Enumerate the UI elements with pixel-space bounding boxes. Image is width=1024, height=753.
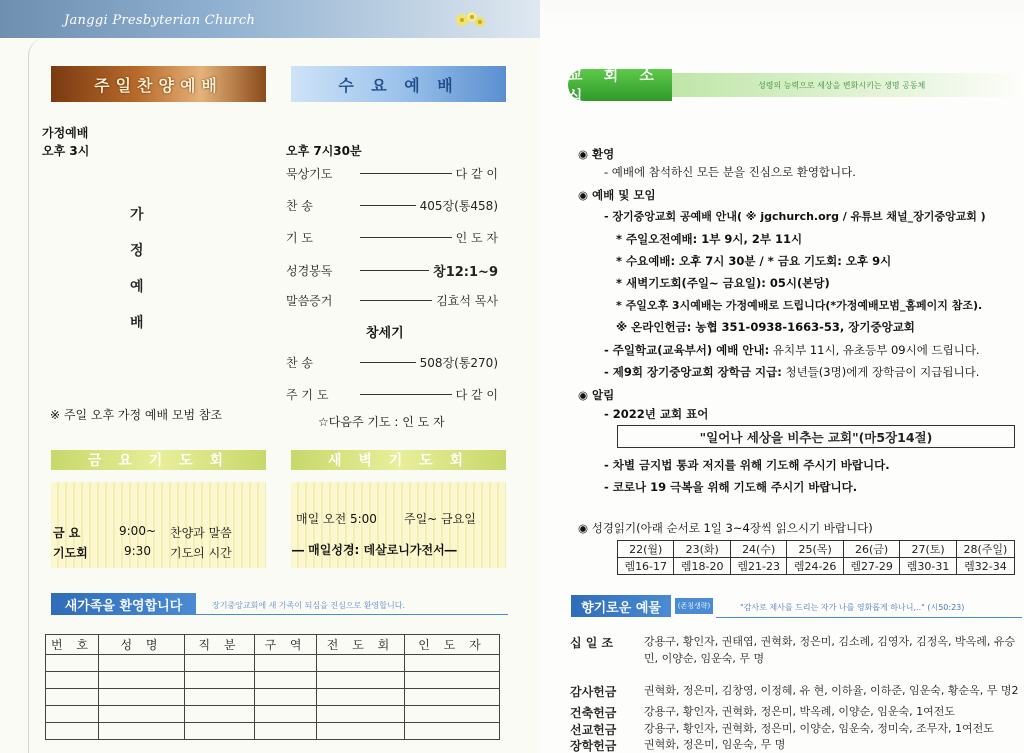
table-row xyxy=(46,706,500,723)
welcome-text: - 예배에 참석하신 모든 분을 진심으로 환영합니다. xyxy=(604,165,856,179)
section-welcome: ◉ 환영 xyxy=(578,147,615,161)
col-position: 직 분 xyxy=(185,635,255,655)
wed-time: 오후 7시30분 xyxy=(286,144,362,158)
bible-chapters-row xyxy=(618,558,1015,575)
wed-row-value: 다 같 이 xyxy=(455,167,498,181)
wed-row-value: 다 같 이 xyxy=(455,388,498,402)
bible-day: 27(토) xyxy=(900,541,956,558)
worship-line-7-label: - 주일학교(교육부서) 예배 안내: xyxy=(604,343,770,357)
notice-line-1: - 2022년 교회 표어 xyxy=(604,407,709,421)
worship-line-7 xyxy=(604,342,980,358)
wed-row xyxy=(286,386,498,403)
scholarship-label: 장학헌금 xyxy=(570,739,617,753)
bible-reading-table xyxy=(617,540,1015,575)
bible-day: 22(월) xyxy=(618,541,674,558)
bible-day: 26(금) xyxy=(843,541,899,558)
family-vertical-1: 가 xyxy=(130,207,144,223)
wed-row-value: 405장(통458) xyxy=(419,199,498,213)
worship-line-5: * 주일오후 3시예배는 가정예배로 드립니다(*가정예배모범_홈페이지 참조). xyxy=(616,299,983,312)
col-number: 번 호 xyxy=(46,635,99,655)
welcome-sub: 장기중앙교회에 새 가족이 되심을 진심으로 환영합니다. xyxy=(212,601,405,610)
church-banner xyxy=(0,0,540,38)
church-motto: "일어나 세상을 비추는 교회"(마5장14절) xyxy=(617,425,1015,448)
friday-time-1: 9:00~ xyxy=(119,524,157,538)
worship-line-3: * 수요예배: 오후 7시 30분 / * 금요 기도회: 오후 9시 xyxy=(616,254,892,268)
offering-verse: "감사로 제사를 드리는 자가 나를 영화롭게 하나니,.." (시50:23) xyxy=(740,603,965,612)
bible-chapter: 렘21-23 xyxy=(730,558,786,575)
col-name: 성 명 xyxy=(99,635,185,655)
col-mission-group: 전 도 회 xyxy=(317,635,405,655)
building-label: 건축헌금 xyxy=(570,706,617,720)
wed-row-value: 창12:1~9 xyxy=(433,265,498,280)
church-news-header xyxy=(568,66,1022,105)
wed-row xyxy=(286,229,498,246)
news-subtitle: 성령의 능력으로 세상을 변화시키는 생명 공동체 xyxy=(758,81,926,90)
news-title: 교 회 소 식 xyxy=(568,69,672,101)
bible-chapter: 렘30-31 xyxy=(900,558,956,575)
bible-day: 28(주일) xyxy=(956,541,1014,558)
friday-desc-2: 기도의 시간 xyxy=(170,546,232,560)
tithe-names: 강용구, 황인자, 권태엽, 권혁화, 정은미, 김소례, 김영자, 김정옥, 박옥례, 유승민, 이양순, 임운숙, 무 명 xyxy=(644,635,1016,665)
notice-line-3: - 코로나 19 극복을 위해 기도해 주시기 바랍니다. xyxy=(604,480,858,494)
wed-row-label: 성경봉독 xyxy=(286,264,333,278)
church-name: Janggi Presbyterian Church xyxy=(64,13,256,28)
wed-row xyxy=(286,197,498,214)
wed-row-label: 찬 송 xyxy=(286,356,313,370)
section-bible-reading: ◉ 성경읽기(아래 순서로 1일 3~4장씩 읽으시기 바랍니다) xyxy=(578,521,873,535)
col-district: 구 역 xyxy=(255,635,317,655)
friday-desc-1: 찬양과 말씀 xyxy=(170,526,232,540)
dawn-days: 주일~ 금요일 xyxy=(404,512,476,526)
offering-tag: (존칭생략) xyxy=(675,598,713,614)
right-page xyxy=(540,0,1024,753)
dawn-time: 매일 오전 5:00 xyxy=(296,512,377,526)
worship-line-8-text: 청년들(3명)에게 장학금이 지급됩니다. xyxy=(785,365,980,379)
worship-line-8 xyxy=(604,364,979,380)
wed-row xyxy=(286,261,498,280)
family-vertical-2: 정 xyxy=(130,243,144,259)
worship-line-4: * 새벽기도회(주일~ 금요일): 05시(본당) xyxy=(616,276,830,290)
welcome-divider xyxy=(196,614,508,615)
wed-row-label: 찬 송 xyxy=(286,199,313,213)
wed-row-label: 주 기 도 xyxy=(286,388,329,402)
wed-row xyxy=(286,354,498,371)
bible-day: 24(수) xyxy=(730,541,786,558)
wed-row xyxy=(286,292,498,309)
mission-names: 강용구, 황인자, 권혁화, 정은미, 이양순, 임운숙, 정미숙, 조무자, 1여전도 xyxy=(644,722,994,735)
scholarship-names: 권혁화, 정은미, 임운숙, 무 명 xyxy=(644,738,786,751)
newcomer-table xyxy=(45,634,500,740)
table-row xyxy=(46,723,500,740)
table-row xyxy=(46,689,500,706)
friday-prayer-header: 금 요 기 도 회 xyxy=(51,450,266,470)
notice-line-2: - 차별 금지법 통과 저지를 위해 기도해 주시기 바랍니다. xyxy=(604,458,890,472)
wed-row-value: 김효석 목사 xyxy=(436,294,498,308)
tithe-label: 십 일 조 xyxy=(570,636,614,650)
section-notice: ◉ 알림 xyxy=(578,388,615,402)
offering-divider xyxy=(716,617,1022,618)
thanks-names: 권혁화, 정은미, 김창영, 이정혜, 유 현, 이하율, 이하준, 임운숙, 황순옥, 무 명2 xyxy=(644,684,1019,697)
wed-sermon-title: 창세기 xyxy=(366,326,404,341)
worship-line-7-text: 유치부 11시, 유초등부 09시에 드립니다. xyxy=(772,343,980,357)
offering-header: 향기로운 예물 xyxy=(571,595,671,617)
wed-row-label: 기 도 xyxy=(286,231,313,245)
family-note: ※ 주일 오후 가정 예배 모범 참조 xyxy=(50,408,223,422)
worship-line-1: - 장기중앙교회 공예배 안내( ※ jgchurch.org / 유튜브 채널_장기중앙교회 ) xyxy=(604,210,986,223)
worship-line-2: * 주일오전예배: 1부 9시, 2부 11시 xyxy=(616,232,803,246)
family-vertical-4: 배 xyxy=(130,315,144,331)
thanks-label: 감사헌금 xyxy=(570,685,617,699)
flower-icon xyxy=(450,8,490,32)
friday-label-1: 금 요 xyxy=(53,526,81,540)
bible-day: 25(목) xyxy=(787,541,843,558)
bible-chapter: 렘27-29 xyxy=(843,558,899,575)
bible-chapter: 렘18-20 xyxy=(674,558,730,575)
bible-days-row xyxy=(618,541,1015,558)
wed-row-value: 508장(통270) xyxy=(419,356,498,370)
sunday-praise-header: 주일찬양예배 xyxy=(51,66,266,102)
wed-row-label: 묵상기도 xyxy=(286,167,333,181)
family-worship-title: 가정예배 xyxy=(42,126,89,140)
worship-line-8-label: - 제9회 장기중앙교회 장학금 지급: xyxy=(604,365,782,379)
wed-row-label: 말씀증거 xyxy=(286,294,333,308)
friday-label-2: 기도회 xyxy=(53,546,88,560)
family-worship-time: 오후 3시 xyxy=(42,144,90,158)
table-row xyxy=(46,672,500,689)
top-strip xyxy=(540,0,1024,28)
wednesday-worship-header: 수 요 예 배 xyxy=(291,66,506,102)
dawn-bible: ― 매일성경: 데살로니가전서― xyxy=(292,543,457,557)
mission-label: 선교헌금 xyxy=(570,723,617,737)
col-guide: 인 도 자 xyxy=(405,635,500,655)
bible-day: 23(화) xyxy=(674,541,730,558)
friday-time-2: 9:30 xyxy=(124,544,151,558)
building-names: 강용구, 황인자, 권혁화, 정은미, 박옥례, 이양순, 임운숙, 1여전도 xyxy=(644,705,955,718)
worship-line-6: ※ 온라인헌금: 농협 351-0938-1663-53, 장기중앙교회 xyxy=(616,320,915,334)
wed-row xyxy=(286,165,498,182)
wed-row-value: 인 도 자 xyxy=(455,231,498,245)
bible-chapter: 렘24-26 xyxy=(787,558,843,575)
bible-chapter: 렘16-17 xyxy=(618,558,674,575)
family-vertical-3: 예 xyxy=(130,279,144,295)
table-row xyxy=(46,655,500,672)
wed-next-prayer: ☆다음주 기도 : 인 도 자 xyxy=(318,415,445,429)
welcome-header: 새가족을 환영합니다 xyxy=(51,593,196,615)
dawn-prayer-header: 새 벽 기 도 회 xyxy=(291,450,506,470)
bible-chapter: 렘32-34 xyxy=(956,558,1014,575)
section-worship: ◉ 예배 및 모임 xyxy=(578,188,656,202)
